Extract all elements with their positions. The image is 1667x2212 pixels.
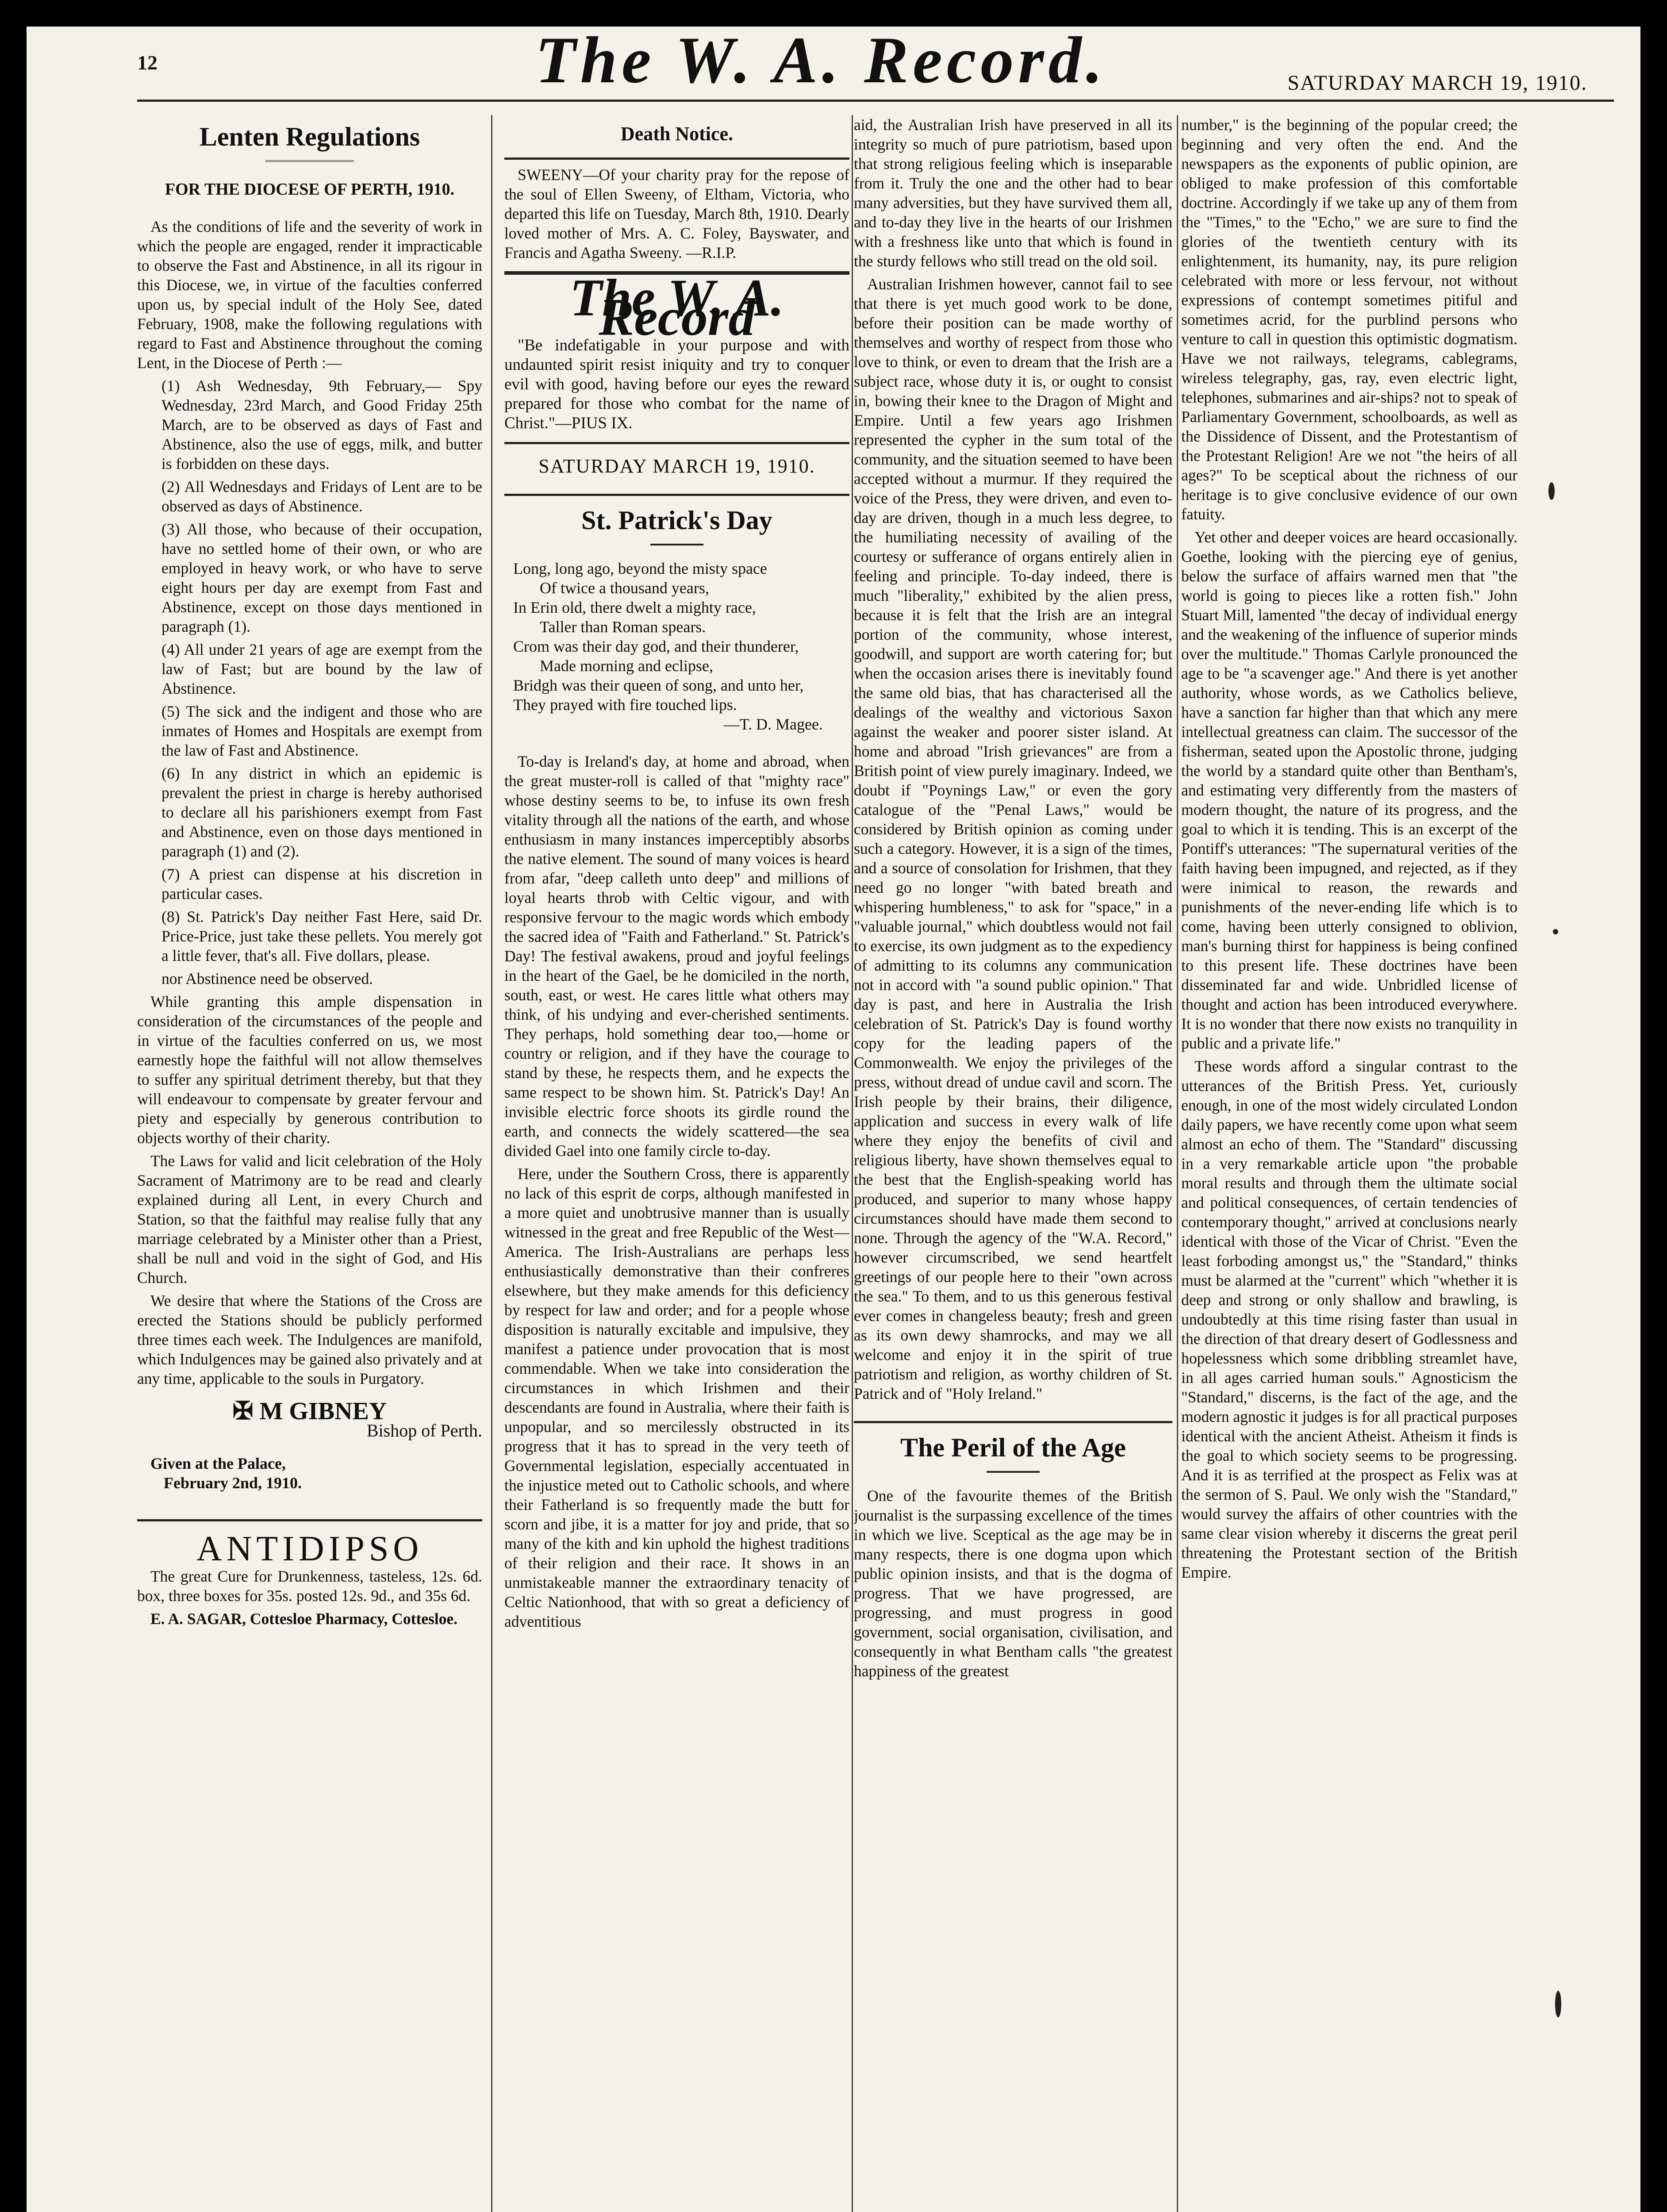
lenten-paragraph: While granting this ample dispensation in consideration of the circumstances of the people and in virtue of the faculties conferred on us, we most earnestly hope the faithful will not allow themselves to suffer any spiritual detriment thereby, but that they will endeavour to compensate by greater fervour and piety and especially by generous contribution to objects worthy of their charity.: [137, 993, 482, 1147]
advertiser-name: E. A. SAGAR, Cottesloe Pharmacy, Cottesloe.: [150, 1610, 458, 1628]
column-lenten: [137, 115, 482, 2212]
column-rule: [491, 115, 492, 2212]
newspaper-page: [27, 27, 1640, 2212]
article-paragraph: aid, the Australian Irish have preserved in all its integrity so much of pure patriotism, based upon that strong religious feeling which is inseparable from it. Truly the one and the other had to bear many adversities, but they have survived them all, and to-day they live in the hearts of our Irishmen with a freshness like unto that which is found in the sturdy fellows who still tread on the old soil.: [854, 116, 1172, 270]
poem-line: Crom was their day god, and their thunderer,: [513, 637, 799, 655]
article-paragraph: One of the favourite themes of the British journalist is the surpassing excellence of the times in which we live. Sceptical as the age may be in many respects, there is one dogma upon which public opinion insists, and that is the dogma of progress. That we have progressed, are progressing, and must progress in good government, social organisation, civilisation, and consequently in what Bentham calls "the greatest happiness of the greatest: [854, 1487, 1172, 1680]
masthead-date: SATURDAY MARCH 19, 1910.: [1287, 71, 1587, 95]
article-paragraph: Yet other and deeper voices are heard occasionally. Goethe, looking with the piercing eye of genius, below the surface of affairs warned men that "the world is going to pieces like a rotten fish." John Stuart Mill, lamented "the decay of individual energy and the weakening of the influence of superior minds over the multitude." Thomas Carlyle pronounced the age to be "a scavenger age." And there is yet another authority, whose words, as we Catholics believe, have a sanction far higher than that which any mere intellectual greatness can claim. The successor of the fisherman, seated upon the Apostolic throne, judging the world by a standard quite other than Bentham's, and estimating very differently from the masters of modern thought, the nature of its progress, and the goal to which it is tending. This is an excerpt of the Pontiff's utterances: "The supernatural verities of the faith having been impugned, and rejected, as if they were inimical to reason, the rewards and punishments of the never-ending life which is to come, having been utterly consigned to oblivion, man's burning thirst for happiness is being confined to this present life. These doctrines have been disseminated far and wide. Unbridled license of thought and action has been introduced everywhere. It is no wonder that there now exists no tranquility in public and a private life.": [1181, 528, 1517, 1052]
lenten-paragraph: We desire that where the Stations of the Cross are erected the Stations should be publicly performed three times each week. The Indulgences are manifold, which Indulgences may be gained also privately and at any time, applicable to the souls in Purgatory.: [137, 1292, 482, 1387]
st-patricks-headline: St. Patrick's Day: [581, 506, 772, 535]
header-rule: [137, 100, 1614, 102]
article-paragraph: These words afford a singular contrast to the utterances of the British Press. Yet, curiously enough, in one of the most widely circulated London daily papers, we have recently come upon what seem almost an echo of them. The "Standard" discussing in a very remarkable article upon "the probable moral results and through them the ultimate social and political consequences, of certain tendencies of contemporary thought," arrived at conclusions nearly identical with those of the Vicar of Christ. "Even the least forboding amongst us," the "Standard," thinks must be alarmed at the "current" which "whether it is deep and strong or only shallow and brawling, is undoubtedly at this time rising faster than usual in the direction of that dreary desert of Godlessness and hopelessness which some dribbling streamlet have, in all ages carried human souls." Agnosticism the "Standard," discerns, is the fact of the age, and the modern agnostic it judges is for all practical purposes identical with the ancient Atheist. Atheism it finds is the goal to which society seems to be progressing. And it is as terrified at the prospect as Felix was at the sermon of S. Paul. We only wish the "Standard," would survey the affairs of other countries with the same clear vision whereby it discerns the great peril threatening the Protestant section of the British Empire.: [1181, 1057, 1517, 1581]
section-rule: [854, 1421, 1172, 1423]
lenten-subhead: FOR THE DIOCESE OF PERTH, 1910.: [165, 180, 455, 199]
poem-line: In Erin old, there dwelt a mighty race,: [513, 599, 756, 616]
page-number: 12: [137, 51, 157, 74]
lenten-rule: nor Abstinence need be observed.: [161, 970, 373, 987]
lenten-rule: (1) Ash Wednesday, 9th February,— Spy Wednesday, 23rd March, and Good Friday 25th March, are to be observed as days of Fast and Abstinence, also the use of eggs, milk, and butter is forbidden on these days.: [161, 377, 482, 472]
article-paragraph: Australian Irishmen however, cannot fail to see that there is yet much good work to be done, before their position can be made worthy of themselves and worthy of respect from those who love to think, or even to dream that the Irish are a subject race, whose duty it is, or ought to consist in, bowing their knee to the Dragon of Might and Empire. Until a few years ago Irishmen represented the cypher in the sum total of the community, and the situation seemed to have been accepted without a murmur. If they required the voice of the Press, they were driven, and even to-day are driven, though in a much less degree, to the humiliating necessity of availing of the courtesy or sufferance of organs entirely alien in feeling and principle. To-day indeed, there is much "liberality," exhibited by the alien press, because it is felt that the Irish are an integral portion of the community, whose interest, goodwill, and support are worth catering for; but when the occasion arises there is inevitably found the same old bias, that has characterised all the dealings of the wealthy and victorious Saxon against the weaker and poorer sister island. At home and abroad "Irish grievances" are from a British point of view purely imaginary. Indeed, we doubt if "Poynings Law," or even the gory catalogue of the "Penal Laws," would be considered by British opinion as coming under such a category. However, it is a sign of the times, and a source of consolation for Irishmen, that they need go no longer "with bated breath and whispering humbleness," to ask for "space," in a "valuable journal," which doubtless would not fail to exercise, its own judgment as to the expediency of admitting to its columns any communication not in accord with "a sound public opinion." That day is past, and here in Australia the Irish celebration of St. Patrick's Day is found worthy copy for the leading papers of the Commonwealth. We enjoy the privileges of the press, without dread of undue cavil and scorn. The Irish people by their brains, their diligence, application and success in every walk of life where they enjoy the benefits of civil and religious liberty, have shown themselves equal to the best that the English-speaking world has produced, and superior to many whose happy circumstances should have made them second to none. Through the agency of the "W.A. Record," however circumscribed, we send heartfelt greetings of our people here to their "own across the sea." To them, and to us this generous festival ever comes in changeless beauty; fresh and green as its own dewy shamrocks, and may we all welcome and enjoy it in the spirit of true patriotism and religion, as worthy children of St. Patrick and of "Holy Ireland.": [854, 275, 1172, 1402]
section-rule: [504, 442, 849, 444]
death-notice-text: SWEENY—Of your charity pray for the repose of the soul of Ellen Sweeny, of Eltham, Victoria, who departed this life on Tuesday, March 8th, 1910. Dearly loved mother of Mrs. A. C. Foley, Bayswater, and Francis and Agatha Sweeny. —R.I.P.: [504, 166, 849, 261]
poem-line: Of twice a thousand years,: [540, 579, 709, 597]
poem-line: Long, long ago, beyond the misty space: [513, 560, 767, 577]
editorial-motto: "Be indefatigable in your purpose and with undaunted spirit resist iniquity and try to conquer evil with good, having before our eyes the reward prepared for those who combat for the name of Christ."—PIUS IX.: [504, 336, 849, 432]
article-paragraph: Here, under the Southern Cross, there is apparently no lack of this esprit de corps, although manifested in a more quiet and unobtrusive manner than is usually witnessed in the great and free Republic of the West—America. The Irish-Australians are perhaps less enthusiastically demonstrative than their confreres elsewhere, but they make amends for this deficiency by respect for law and order; and for a people whose disposition is naturally excitable and impulsive, they manifest a patience under provocation that is most commendable. When we take into consideration the circumstances in which Irishmen and their descendants are found in Australia, where their faith is unpopular, and so mercilessly obstructed in its progress that it has to spread in the very teeth of Governmental legislation, especially accentuated in the injustice meted out to Catholic schools, and where their Fatherland is so frequently made the butt for scorn and jibe, it is a matter for joy and pride, that so many of the kith and kin uphold the highest traditions of their religion and their race. It shows in an unmistakeable manner the extraordinary tenacity of Celtic Nationhood, that with so great a deficiency of adventitious: [504, 1165, 849, 1630]
lenten-rule: (6) In any district in which an epidemic is prevalent the priest in charge is hereby authorised to declare all his parishioners exempt from Fast and Abstinence, even on those days mentioned in paragraph (1) and (2).: [161, 764, 482, 860]
lenten-rule: (5) The sick and the indigent and those who are inmates of Homes and Hospitals are exempt from the law of Fast and Abstinence.: [161, 703, 482, 759]
bishop-title: Bishop of Perth.: [366, 1421, 482, 1440]
lenten-rule: (3) All those, who because of their occupation, have no settled home of their own, or who are employed in heavy work, or who have to serve eight hours per day are exempt from Fast and Abstinence, except on those days mentioned in paragraph (1).: [161, 520, 482, 635]
lenten-rules-list: [137, 376, 482, 988]
lenten-intro: As the conditions of life and the severity of work in which the people are engaged, render it impracticable to observe the Fast and Abstinence, in all its rigour in this Diocese, we, in virtue of the faculties conferred upon us, by special indult of the Holy See, dated February, 1908, make the following regulations with regard to Fast and Abstinence throughout the coming Lent, in the Diocese of Perth :—: [137, 218, 482, 372]
column-rule: [852, 115, 853, 2212]
given-date-line: February 2nd, 1910.: [164, 1474, 302, 1492]
section-rule: [504, 157, 849, 160]
section-rule: [137, 1519, 482, 1521]
bishop-signature: ✠ M GIBNEY: [232, 1398, 387, 1425]
peril-headline: The Peril of the Age: [900, 1433, 1126, 1462]
short-rule: [650, 544, 703, 545]
article-paragraph: To-day is Ireland's day, at home and abroad, when the great muster-roll is called of that "mighty race" whose destiny seems to be, to infuse its own fresh vitality through all the nations of the earth, and whose enthusiasm in many instances imperceptibly absorbs the native element. The sound of many voices is heard from afar, "deep calleth unto deep" and millions of loyal hearts throb with Celtic vigour, and with responsive fervour to the magic words which embody the sacred idea of "Faith and Fatherland." St. Patrick's Day! The festival awakens, proud and joyful feelings in the heart of the Gael, be he domiciled in the north, south, east, or west. He cares little what others may think, of his undying and ever-cherished sentiments. They perhaps, hold something dear too,—home or country or religion, and if they have the courage to stand by these, he respects them, and he expects the same respect to be shown him. St. Patrick's Day! An invisible electric force shoots its girdle round the earth, and connects the widely scattered—the sea divided Gael into one family circle to-day.: [504, 753, 849, 1160]
poem-line: They prayed with fire touched lips.: [513, 696, 737, 714]
print-speck: [1555, 1991, 1561, 2017]
advert-title: ANTIDIPSO: [196, 1529, 423, 1568]
print-speck: [1548, 482, 1555, 500]
editorial-date: SATURDAY MARCH 19, 1910.: [538, 455, 815, 477]
section-rule: [504, 494, 849, 496]
death-notice-headline: Death Notice.: [620, 123, 734, 145]
column-rule: [1177, 115, 1178, 2212]
poem-line: Bridgh was their queen of song, and unto her,: [513, 676, 804, 694]
lenten-paragraph: The Laws for valid and licit celebration of the Holy Sacrament of Matrimony are to be read and clearly explained during all Lent, in every Church and Station, so that the faithful may realise fully that any marriage celebrated by a Minister other than a Priest, shall be null and void in the sight of God, and His Church.: [137, 1152, 482, 1286]
ornament-rule: [265, 160, 354, 162]
lenten-rule: (8) St. Patrick's Day neither Fast Here, said Dr. Price-Price, just take these pellets. You merely got a little fever, that's all. Five dollars, please.: [161, 908, 482, 964]
article-paragraph: number," is the beginning of the popular creed; the beginning and very often the end. And the newspapers as the exponents of public opinion, are obliged to make profession of this comfortable doctrine. Accordingly if we take up any of them from the "Times," to the "Echo," we are sure to find the glories of the twentieth century with its enlightenment, its humanity, nay, its pure religion celebrated with more or less fervour, not without expressions of contempt sometimes pitiful and sometimes acrid, for the purblind persons who venture to call in question this optimistic dogmatism. Have we not railways, telegrams, cablegrams, wireless telegraphy, gas, ray, even electric light, telephones, submarines and air-ships? not to speak of Parliamentary Government, schoolboards, as well as the Dissidence of Dissent, and the Protestantism of the Protestant Religion! Are we not "the heirs of all ages?" To be sceptical about the richness of our heritage is to give conclusive evidence of our own fatuity.: [1181, 116, 1517, 523]
column-st-patrick-continued: [854, 115, 1172, 2212]
masthead: [27, 27, 1640, 102]
wa-record-logo: The W. A. Record: [569, 268, 784, 346]
poem-line: Made morning and eclipse,: [540, 657, 713, 675]
lenten-rule: (7) A priest can dispense at his discretion in particular cases.: [161, 865, 482, 902]
poem-line: Taller than Roman spears.: [540, 618, 706, 636]
print-speck: [1553, 929, 1558, 934]
short-rule: [987, 1471, 1040, 1473]
poem: [504, 559, 849, 734]
column-peril-continued: [1181, 115, 1517, 2212]
lenten-headline: Lenten Regulations: [199, 122, 420, 151]
poem-attribution: —T. D. Magee.: [723, 715, 823, 733]
column-editorial: [504, 115, 849, 2212]
lenten-rule: (2) All Wednesdays and Fridays of Lent are to be observed as days of Abstinence.: [161, 478, 482, 515]
given-at-line: Given at the Palace,: [150, 1455, 286, 1472]
lenten-rule: (4) All under 21 years of age are exempt from the law of Fast; but are bound by the law of Abstinence.: [161, 641, 482, 697]
masthead-title: The W. A. Record.: [535, 27, 1107, 97]
advert-text: The great Cure for Drunkenness, tasteless, 12s. 6d. box, three boxes for 35s. posted 12s. 9d., and 35s 6d.: [137, 1567, 482, 1605]
